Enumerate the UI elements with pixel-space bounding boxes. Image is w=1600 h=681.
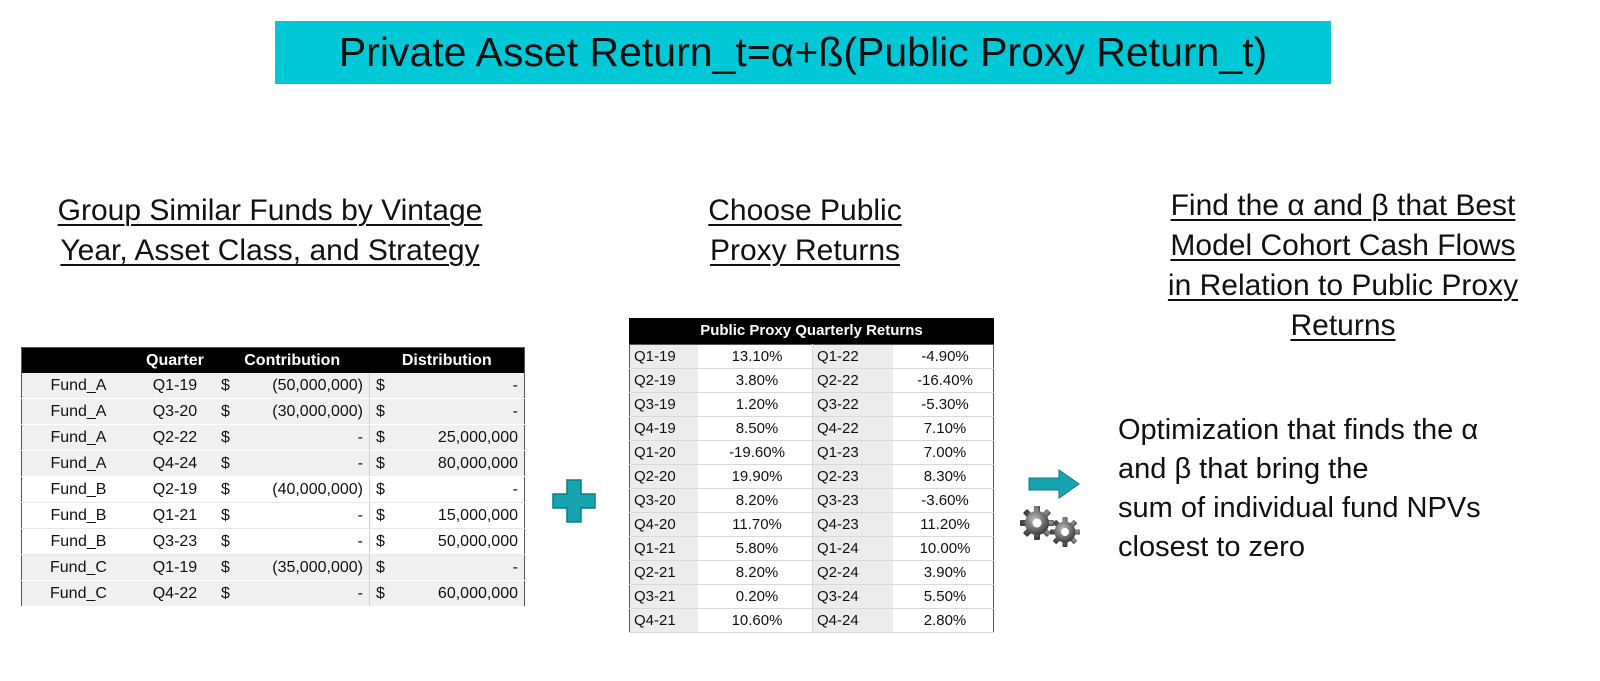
table-row [630,465,994,489]
distribution-cell: - [397,373,525,399]
fund-name-cell: Fund_B [22,503,135,529]
quarter-cell: Q1-19 [135,555,215,581]
currency-cell: $ [369,477,396,503]
return-cell: 11.20% [893,513,994,537]
column-header: Contribution [215,348,369,374]
distribution-cell: - [397,399,525,425]
table-header-row [22,348,525,374]
step2-heading-line: Choose Public [708,194,902,227]
fund-name-cell: Fund_A [22,373,135,399]
currency-cell: $ [215,399,242,425]
table-row [630,417,994,441]
quarter-cell: Q2-19 [630,369,699,393]
fund-name-cell: Fund_B [22,477,135,503]
return-cell: -5.30% [893,393,994,417]
formula-text: Private Asset Return_t=α+ß(Public Proxy Return_t) [338,29,1268,75]
table-row [630,561,994,585]
return-cell: 8.20% [698,489,813,513]
table-row [22,555,525,581]
quarter-cell: Q2-24 [813,561,894,585]
quarter-cell: Q1-22 [813,345,894,369]
quarter-cell: Q2-22 [813,369,894,393]
fund-name-cell: Fund_C [22,555,135,581]
distribution-cell: 25,000,000 [397,425,525,451]
contribution-cell: - [242,529,370,555]
currency-cell: $ [369,373,396,399]
currency-cell: $ [215,373,242,399]
contribution-cell: - [242,451,370,477]
optimization-description [1118,411,1588,567]
fund-cashflow-table [21,347,525,607]
quarter-cell: Q2-21 [630,561,699,585]
contribution-cell: (35,000,000) [242,555,370,581]
return-cell: 5.80% [698,537,813,561]
contribution-cell: - [242,425,370,451]
currency-cell: $ [215,555,242,581]
quarter-cell: Q1-19 [135,373,215,399]
quarter-cell: Q3-20 [630,489,699,513]
quarter-cell: Q1-20 [630,441,699,465]
step3-heading-line: in Relation to Public Proxy [1167,269,1519,302]
distribution-cell: 80,000,000 [397,451,525,477]
step3-heading-line: Find the α and β that Best [1170,189,1516,222]
proxy-table-title: Public Proxy Quarterly Returns [629,318,994,344]
table-row [630,609,994,633]
quarter-cell: Q2-22 [135,425,215,451]
quarter-cell: Q2-19 [135,477,215,503]
table-row [22,425,525,451]
return-cell: 10.60% [698,609,813,633]
return-cell: 13.10% [698,345,813,369]
table-row [630,441,994,465]
return-cell: 8.20% [698,561,813,585]
contribution-cell: (30,000,000) [242,399,370,425]
fund-name-cell: Fund_A [22,451,135,477]
table-row [22,477,525,503]
quarter-cell: Q2-23 [813,465,894,489]
step1-heading-line: Group Similar Funds by Vintage [57,194,483,227]
arrow-right-icon [1027,469,1081,499]
distribution-cell: 50,000,000 [397,529,525,555]
quarter-cell: Q3-23 [813,489,894,513]
quarter-cell: Q4-24 [813,609,894,633]
quarter-cell: Q1-21 [630,537,699,561]
currency-cell: $ [215,503,242,529]
quarter-cell: Q1-21 [135,503,215,529]
distribution-cell: 60,000,000 [397,581,525,607]
step1-heading [15,191,525,271]
return-cell: -19.60% [698,441,813,465]
quarter-cell: Q3-22 [813,393,894,417]
column-header: Distribution [369,348,524,374]
optimization-line: and β that bring the [1118,453,1369,485]
quarter-cell: Q3-20 [135,399,215,425]
currency-cell: $ [369,425,396,451]
column-header [22,348,135,374]
table-row [22,399,525,425]
return-cell: 5.50% [893,585,994,609]
return-cell: -4.90% [893,345,994,369]
return-cell: -16.40% [893,369,994,393]
contribution-cell: (50,000,000) [242,373,370,399]
quarter-cell: Q4-20 [630,513,699,537]
quarter-cell: Q3-24 [813,585,894,609]
step1-heading-line: Year, Asset Class, and Strategy [60,234,480,267]
fund-name-cell: Fund_C [22,581,135,607]
quarter-cell: Q4-22 [813,417,894,441]
step3-heading-line: Model Cohort Cash Flows [1170,229,1516,262]
currency-cell: $ [369,503,396,529]
currency-cell: $ [369,399,396,425]
return-cell: 10.00% [893,537,994,561]
table-row [22,581,525,607]
contribution-cell: - [242,503,370,529]
return-cell: 8.50% [698,417,813,441]
table-row [630,369,994,393]
quarter-cell: Q3-21 [630,585,699,609]
currency-cell: $ [215,477,242,503]
fund-name-cell: Fund_B [22,529,135,555]
quarter-cell: Q4-21 [630,609,699,633]
plus-icon [551,478,597,524]
return-cell: -3.60% [893,489,994,513]
quarter-cell: Q4-24 [135,451,215,477]
contribution-cell: - [242,581,370,607]
contribution-cell: (40,000,000) [242,477,370,503]
return-cell: 0.20% [698,585,813,609]
optimization-line: closest to zero [1118,531,1305,563]
fund-name-cell: Fund_A [22,399,135,425]
distribution-cell: - [397,555,525,581]
table-row [630,345,994,369]
optimization-line: sum of individual fund NPVs [1118,492,1481,524]
quarter-cell: Q1-19 [630,345,699,369]
return-cell: 1.20% [698,393,813,417]
fund-name-cell: Fund_A [22,425,135,451]
table-row [630,513,994,537]
table-row [22,503,525,529]
currency-cell: $ [369,581,396,607]
table-row [22,451,525,477]
currency-cell: $ [369,555,396,581]
quarter-cell: Q4-19 [630,417,699,441]
distribution-cell: - [397,477,525,503]
return-cell: 7.10% [893,417,994,441]
quarter-cell: Q1-23 [813,441,894,465]
table-row [630,537,994,561]
table-row [630,585,994,609]
quarter-cell: Q4-23 [813,513,894,537]
formula-banner [275,21,1331,84]
step3-heading [1128,186,1558,346]
quarter-cell: Q3-19 [630,393,699,417]
quarter-cell: Q1-24 [813,537,894,561]
quarter-cell: Q3-23 [135,529,215,555]
return-cell: 2.80% [893,609,994,633]
return-cell: 7.00% [893,441,994,465]
quarter-cell: Q4-22 [135,581,215,607]
step2-heading [680,191,930,271]
return-cell: 19.90% [698,465,813,489]
return-cell: 3.90% [893,561,994,585]
optimization-line: Optimization that finds the α [1118,414,1479,446]
return-cell: 3.80% [698,369,813,393]
table-row [630,489,994,513]
currency-cell: $ [215,529,242,555]
step2-heading-line: Proxy Returns [709,234,901,267]
column-header: Quarter [135,348,215,374]
table-row [630,393,994,417]
currency-cell: $ [369,529,396,555]
currency-cell: $ [215,451,242,477]
table-row [22,373,525,399]
step3-heading-line: Returns [1290,309,1396,342]
distribution-cell: 15,000,000 [397,503,525,529]
currency-cell: $ [369,451,396,477]
currency-cell: $ [215,581,242,607]
currency-cell: $ [215,425,242,451]
gears-icon [1015,505,1087,549]
quarter-cell: Q2-20 [630,465,699,489]
return-cell: 11.70% [698,513,813,537]
proxy-returns-table [629,318,994,633]
return-cell: 8.30% [893,465,994,489]
table-row [22,529,525,555]
